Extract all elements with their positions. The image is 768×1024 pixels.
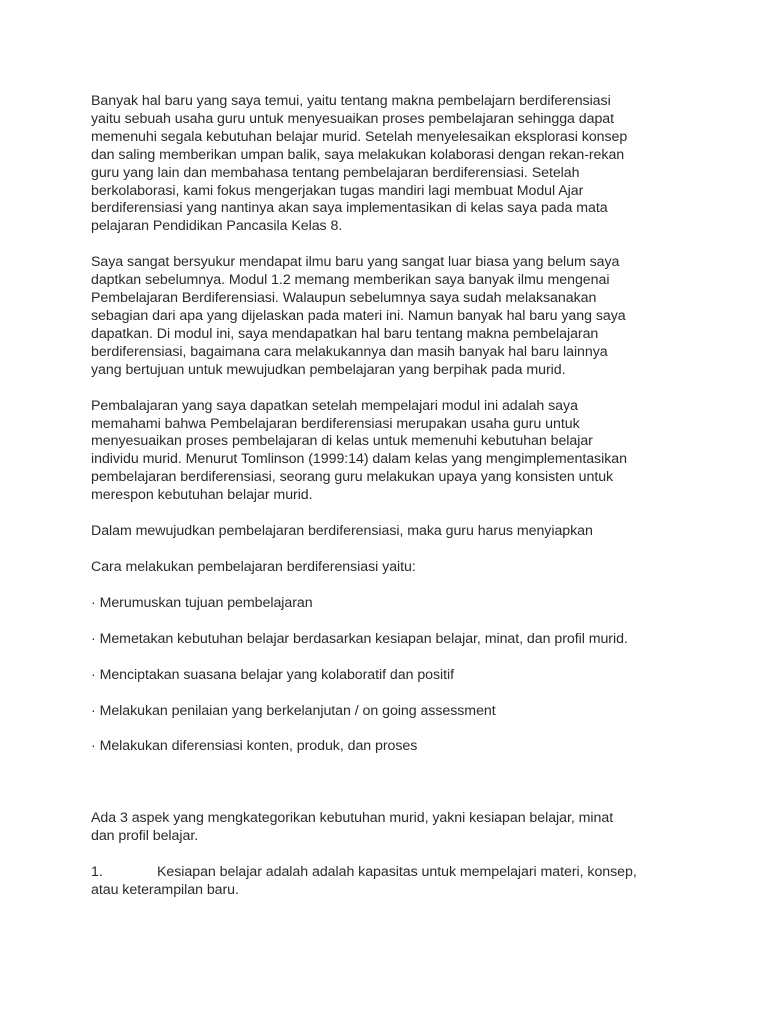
paragraph-preparation (91, 523, 681, 541)
numbered-item (91, 864, 681, 900)
bullet-text: · Memetakan kebutuhan belajar berdasarkan kesiapan belajar, minat, dan profil murid. (91, 630, 628, 647)
bullet-text: · Menciptakan suasana belajar yang kolaboratif dan positif (91, 666, 455, 683)
text-line: merespon kebutuhan belajar murid. (91, 487, 313, 504)
bullet-item (91, 595, 681, 613)
blank-line (91, 774, 681, 810)
text-line: Pembelajaran Berdiferensiasi. Walaupun sebelumnya saya sudah melaksanakan (91, 290, 597, 307)
text-line: guru yang lain dan membahasa tentang pembelajaran berdiferensiasi. Setelah (91, 164, 580, 181)
text-line: Ada 3 aspek yang mengkategorikan kebutuhan murid, yakni kesiapan belajar, minat (91, 810, 614, 827)
numbered-item-first-line (91, 864, 681, 882)
text-line: dan profil belajar. (91, 828, 199, 845)
bullet-text: · Melakukan diferensiasi konten, produk, dan proses (91, 738, 418, 755)
text-line: Cara melakukan pembelajaran berdiferensiasi yaitu: (91, 558, 416, 575)
text-line: berdiferensiasi, bagaimana cara melakukannya dan masih banyak hal baru lainnya (91, 343, 608, 360)
text-line: memenuhi segala kebutuhan belajar murid. Setelah menyelesaikan eksplorasi konsep (91, 128, 628, 145)
text-line: atau keterampilan baru. (91, 882, 239, 899)
bullet-text: · Merumuskan tujuan pembelajaran (91, 594, 313, 611)
paragraph-methods-intro (91, 559, 681, 577)
text-line: berdiferensiasi yang nantinya akan saya implementasikan di kelas saya pada mata (91, 200, 608, 217)
text-line: yaitu sebuah usaha guru untuk menyesuaikan proses pembelajaran sehingga dapat (91, 110, 615, 127)
bullet-text: · Melakukan penilaian yang berkelanjutan / on going assessment (91, 702, 496, 719)
text-line: Saya sangat bersyukur mendapat ilmu baru yang sangat luar biasa yang belum saya (91, 254, 620, 271)
text-line: Dalam mewujudkan pembelajaran berdiferensiasi, maka guru harus menyiapkan (91, 523, 593, 540)
paragraph-intro (91, 93, 681, 236)
text-line: memahami bahwa Pembelajaran berdiferensiasi merupakan usaha guru untuk (91, 415, 580, 432)
bullet-item (91, 667, 681, 685)
paragraph-gratitude (91, 254, 681, 379)
text-line: pembelajaran berdiferensiasi, seorang guru melakukan upaya yang konsisten untuk (91, 469, 614, 486)
text-line: daptkan sebelumnya. Modul 1.2 memang memberikan saya banyak ilmu mengenai (91, 272, 610, 289)
document-body (91, 93, 681, 918)
bullet-item (91, 738, 681, 756)
text-line: dan saling memberikan umpan balik, saya melakukan kolaborasi dengan rekan-rekan (91, 146, 625, 163)
bullet-item (91, 703, 681, 721)
paragraph-aspects (91, 810, 681, 846)
bullet-item (91, 631, 681, 649)
item-number: 1. (91, 864, 103, 881)
text-line: menyesuaikan proses pembelajaran di kelas untuk memenuhi kebutuhan belajar (91, 433, 593, 450)
text-line: Banyak hal baru yang saya temui, yaitu tentang makna pembelajarn berdiferensiasi (91, 93, 611, 109)
text-line: individu murid. Menurut Tomlinson (1999:14) dalam kelas yang mengimplementasikan (91, 451, 627, 468)
text-line: Pembalajaran yang saya dapatkan setelah mempelajari modul ini adalah saya (91, 397, 578, 414)
text-line: berkolaborasi, kami fokus mengerjakan tugas mandiri lagi membuat Modul Ajar (91, 182, 584, 199)
text-line: pelajaran Pendidikan Pancasila Kelas 8. (91, 218, 343, 235)
text-line: Kesiapan belajar adalah adalah kapasitas untuk mempelajari materi, konsep, (157, 864, 637, 881)
paragraph-learning (91, 398, 681, 505)
text-line: yang bertujuan untuk mewujudkan pembelajaran yang berpihak pada murid. (91, 361, 566, 378)
text-line: dapatkan. Di modul ini, saya mendapatkan hal baru tentang makna pembelajaran (91, 325, 599, 342)
text-line: sebagian dari apa yang dijelaskan pada materi ini. Namun banyak hal baru yang saya (91, 307, 626, 324)
